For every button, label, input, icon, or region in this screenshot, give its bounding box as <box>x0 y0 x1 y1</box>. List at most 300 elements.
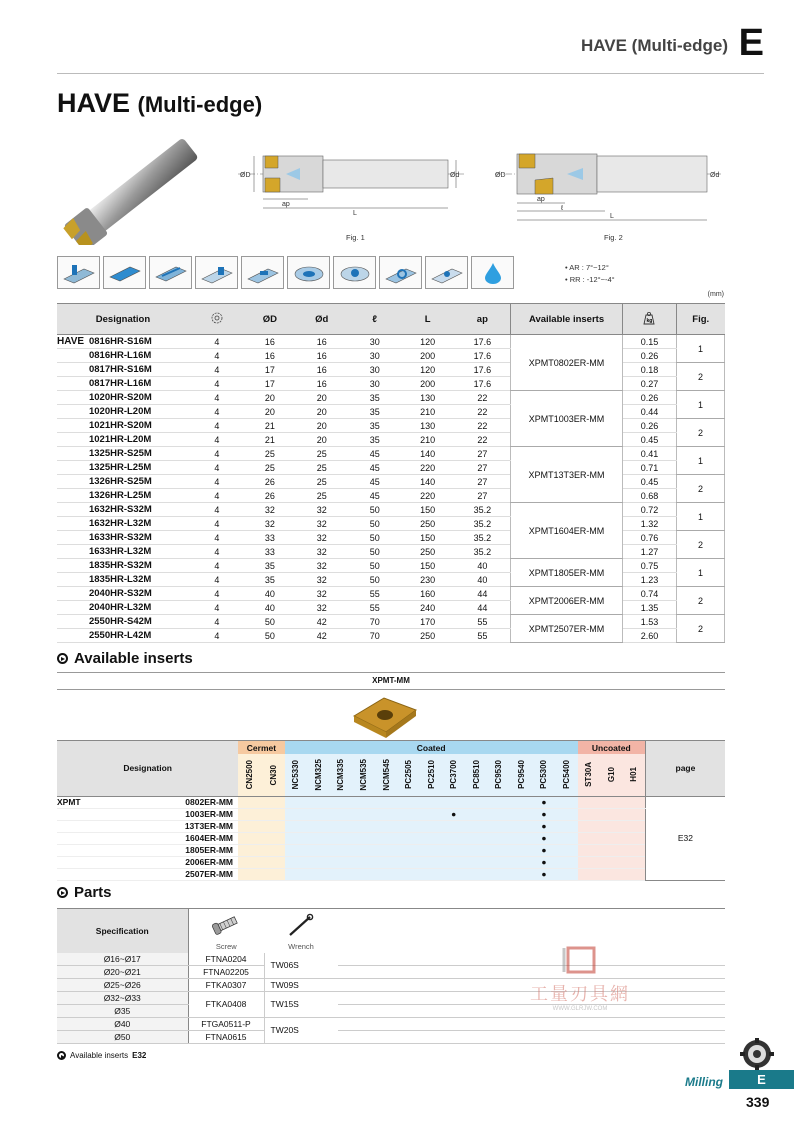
weight-icon <box>641 311 657 325</box>
fig-cell: 2 <box>676 475 724 503</box>
insert-code: 1805ER-MM <box>185 844 233 855</box>
grade-name: H01 <box>629 767 639 783</box>
od-big-cell: 35 <box>245 559 295 573</box>
grade-cell <box>510 868 533 880</box>
grade-cell <box>285 832 308 844</box>
od-small-cell: 25 <box>295 475 349 489</box>
grade-name: CN30 <box>268 764 278 785</box>
grade-cell <box>352 796 375 808</box>
available-insert-cell: XPMT0802ER-MM <box>511 335 623 391</box>
L-cell: 150 <box>401 559 455 573</box>
available-insert-cell: XPMT1003ER-MM <box>511 391 623 447</box>
grade-cell <box>238 820 261 832</box>
od-small-cell: 32 <box>295 545 349 559</box>
grade-header-cn2500 <box>238 754 261 796</box>
grade-cell <box>420 808 443 820</box>
grade-cell <box>330 796 353 808</box>
fig-cell: 1 <box>676 335 724 363</box>
fig-cell: 2 <box>676 419 724 447</box>
parts-row <box>57 1017 725 1030</box>
designation-cell: 1326HR-S25M <box>85 475 189 489</box>
weight-cell: 0.44 <box>623 405 677 419</box>
grade-available-mark: ● <box>533 820 556 832</box>
grade-cell <box>397 796 420 808</box>
grade-header-cn30 <box>261 754 284 796</box>
grade-name: PC9540 <box>516 760 526 790</box>
parts-screw-cell: FTNA0204 <box>188 953 264 966</box>
ap-cell: 27 <box>455 489 511 503</box>
od-small-cell: 32 <box>295 559 349 573</box>
available-insert-cell: XPMT2507ER-MM <box>511 615 623 643</box>
grade-cell <box>307 796 330 808</box>
insert-row <box>57 808 725 820</box>
grade-name: NCM545 <box>381 758 391 791</box>
table-row <box>57 475 725 489</box>
grade-cell <box>488 820 511 832</box>
ap-cell: 27 <box>455 447 511 461</box>
L-cell: 150 <box>401 531 455 545</box>
ap-cell: 35.2 <box>455 531 511 545</box>
weight-cell: 0.15 <box>623 335 677 349</box>
grade-cell <box>238 844 261 856</box>
fig2-L-label: L <box>610 213 614 220</box>
grade-cell <box>397 820 420 832</box>
od-small-cell: 32 <box>295 601 349 615</box>
grade-cell <box>238 832 261 844</box>
page-title-sub: (Multi-edge) <box>137 92 263 117</box>
parts-screw-cell: FTNA0615 <box>188 1030 264 1043</box>
designation-cell: 1633HR-L32M <box>85 545 189 559</box>
footnote-ref[interactable]: E32 <box>132 1051 147 1060</box>
insert-row <box>57 844 725 856</box>
l-cell: 30 <box>349 335 401 349</box>
grade-cell <box>600 856 623 868</box>
grade-available-mark: ● <box>533 844 556 856</box>
l-cell: 70 <box>349 615 401 629</box>
grade-cell <box>623 868 646 880</box>
fig-cell: 2 <box>676 531 724 559</box>
designation-cell: 1020HR-S20M <box>85 391 189 405</box>
grade-cell <box>375 844 398 856</box>
grade-cell <box>555 808 578 820</box>
ap-cell: 22 <box>455 391 511 405</box>
l-cell: 70 <box>349 629 401 643</box>
grade-cell <box>578 832 601 844</box>
grade-cell <box>261 808 284 820</box>
grade-cell <box>465 868 488 880</box>
contour-milling-icon <box>425 256 468 289</box>
grade-cell <box>442 856 465 868</box>
table-row <box>57 559 725 573</box>
family-cell <box>57 573 85 587</box>
l-cell: 50 <box>349 573 401 587</box>
grade-cell <box>375 856 398 868</box>
od-big-cell: 50 <box>245 629 295 643</box>
table-header-row <box>57 304 725 335</box>
table-row <box>57 419 725 433</box>
parts-spec-cell: Ø50 <box>57 1030 188 1043</box>
od-big-cell: 50 <box>245 615 295 629</box>
ap-cell: 22 <box>455 433 511 447</box>
family-cell <box>57 545 85 559</box>
col-available-inserts: Available inserts <box>511 304 623 335</box>
weight-cell: 0.45 <box>623 475 677 489</box>
od-small-cell: 16 <box>295 363 349 377</box>
fig2-od-label: ØD <box>495 172 506 179</box>
fig-cell: 2 <box>676 363 724 391</box>
table-row <box>57 405 725 419</box>
grade-cell <box>261 844 284 856</box>
od-small-cell: 32 <box>295 503 349 517</box>
od-small-cell: 25 <box>295 489 349 503</box>
grade-name: PC5400 <box>561 760 571 790</box>
grade-available-mark: ● <box>442 808 465 820</box>
ap-cell: 35.2 <box>455 545 511 559</box>
grade-cell <box>578 796 601 808</box>
L-cell: 250 <box>401 545 455 559</box>
grade-cell <box>285 856 308 868</box>
fig2-caption: Fig. 2 <box>604 233 623 242</box>
grade-cell <box>555 796 578 808</box>
grade-header-pc2505 <box>397 754 420 796</box>
table-row <box>57 335 725 349</box>
footnote-text: Available inserts <box>70 1051 129 1060</box>
insert-designation-cell <box>57 868 238 880</box>
grade-cell <box>578 844 601 856</box>
insert-col-page: page <box>645 741 725 797</box>
L-cell: 170 <box>401 615 455 629</box>
footnote-arrow-icon <box>57 1051 66 1060</box>
grade-cell <box>330 868 353 880</box>
parts-spec-cell: Ø40 <box>57 1017 188 1030</box>
l-cell: 30 <box>349 363 401 377</box>
od-big-cell: 20 <box>245 391 295 405</box>
od-big-cell: 16 <box>245 349 295 363</box>
fig-cell: 1 <box>676 559 724 587</box>
grade-cell <box>465 808 488 820</box>
footnote <box>57 1051 146 1060</box>
parts-spec-cell: Ø35 <box>57 1004 188 1017</box>
designation-cell: 2040HR-S32M <box>85 587 189 601</box>
table-row <box>57 601 725 615</box>
grade-name: PC2505 <box>404 760 414 790</box>
grade-name: PC2510 <box>426 760 436 790</box>
note-ar: • AR : 7°~12° <box>565 263 609 272</box>
weight-cell: 0.76 <box>623 531 677 545</box>
grade-cell <box>465 832 488 844</box>
od-big-cell: 17 <box>245 363 295 377</box>
od-big-cell: 25 <box>245 447 295 461</box>
grade-group-row <box>57 741 725 755</box>
l-cell: 35 <box>349 419 401 433</box>
circular-milling-icon <box>379 256 422 289</box>
col-ap: ap <box>455 304 511 335</box>
grade-cell <box>420 796 443 808</box>
watermark-logo-icon <box>560 945 600 975</box>
designation-cell: 1632HR-L32M <box>85 517 189 531</box>
designation-cell: 1325HR-S25M <box>85 447 189 461</box>
grade-cell <box>307 808 330 820</box>
parts-title: Parts <box>74 884 112 901</box>
ap-cell: 17.6 <box>455 335 511 349</box>
ap-cell: 55 <box>455 615 511 629</box>
footer-letter-tab: E <box>729 1070 794 1089</box>
od-small-cell: 32 <box>295 517 349 531</box>
grade-header-pc5300 <box>533 754 556 796</box>
available-insert-cell: XPMT13T3ER-MM <box>511 447 623 503</box>
insert-type-bar: XPMT-MM <box>57 672 725 690</box>
parts-spec-cell: Ø25~Ø26 <box>57 978 188 991</box>
available-inserts-heading <box>57 650 193 667</box>
col-l: ℓ <box>349 304 401 335</box>
family-cell <box>57 391 85 405</box>
grade-cell <box>307 820 330 832</box>
grade-header-g10 <box>600 754 623 796</box>
grade-cell <box>285 808 308 820</box>
od-big-cell: 33 <box>245 531 295 545</box>
ap-cell: 22 <box>455 405 511 419</box>
weight-cell: 0.41 <box>623 447 677 461</box>
od-big-cell: 40 <box>245 587 295 601</box>
weight-cell: 0.71 <box>623 461 677 475</box>
insert-designation-cell <box>57 832 238 844</box>
grade-cell <box>578 820 601 832</box>
od-small-cell: 16 <box>295 349 349 363</box>
grade-name: G10 <box>607 767 617 783</box>
group-uncoated: Uncoated <box>578 741 646 755</box>
ap-cell: 17.6 <box>455 349 511 363</box>
grade-available-mark: ● <box>533 808 556 820</box>
od-big-cell: 32 <box>245 517 295 531</box>
weight-cell: 0.68 <box>623 489 677 503</box>
section-letter: E <box>738 22 764 64</box>
shoulder-milling-icon <box>57 256 100 289</box>
insert-page-ref[interactable]: E32 <box>645 796 725 880</box>
table-row <box>57 349 725 363</box>
L-cell: 250 <box>401 517 455 531</box>
od-small-cell: 25 <box>295 461 349 475</box>
grade-cell <box>578 856 601 868</box>
od-small-cell: 20 <box>295 391 349 405</box>
grade-cell <box>555 820 578 832</box>
parts-wrench-cell: TW09S <box>264 978 338 991</box>
family-cell <box>57 363 85 377</box>
insert-family: XPMT <box>57 796 81 807</box>
available-inserts-title: Available inserts <box>74 650 193 667</box>
grade-cell <box>330 844 353 856</box>
grade-cell <box>352 832 375 844</box>
available-insert-cell: XPMT1604ER-MM <box>511 503 623 559</box>
insert-row <box>57 820 725 832</box>
ap-cell: 35.2 <box>455 517 511 531</box>
designation-cell: 1632HR-S32M <box>85 503 189 517</box>
ap-cell: 27 <box>455 475 511 489</box>
fig2-drawing <box>495 148 725 228</box>
family-cell <box>57 377 85 391</box>
grade-cell <box>261 820 284 832</box>
grade-header-ncm325 <box>307 754 330 796</box>
teeth-cell: 4 <box>189 433 245 447</box>
table-row <box>57 517 725 531</box>
weight-cell: 1.23 <box>623 573 677 587</box>
page-title <box>57 88 262 119</box>
ap-cell: 35.2 <box>455 503 511 517</box>
col-od-small: Ød <box>295 304 349 335</box>
designation-cell: 1021HR-L20M <box>85 433 189 447</box>
table-row <box>57 363 725 377</box>
grade-cell <box>285 868 308 880</box>
designation-cell: 1835HR-L32M <box>85 573 189 587</box>
grade-cell <box>330 808 353 820</box>
table-row <box>57 629 725 643</box>
l-cell: 50 <box>349 517 401 531</box>
l-cell: 50 <box>349 559 401 573</box>
teeth-cell: 4 <box>189 503 245 517</box>
insert-row <box>57 868 725 880</box>
col-fig: Fig. <box>676 304 724 335</box>
page-title-main: HAVE <box>57 88 131 118</box>
available-insert-cell: XPMT2006ER-MM <box>511 587 623 615</box>
angle-notes <box>565 262 615 286</box>
family-cell <box>57 447 85 461</box>
fig-cell: 2 <box>676 615 724 643</box>
fig2-d-label: Ød <box>710 172 720 179</box>
L-cell: 220 <box>401 461 455 475</box>
designation-cell: 1835HR-S32M <box>85 559 189 573</box>
fig-cell: 2 <box>676 587 724 615</box>
teeth-cell: 4 <box>189 531 245 545</box>
grade-header-pc9530 <box>488 754 511 796</box>
grade-cell <box>352 820 375 832</box>
grade-cell <box>623 856 646 868</box>
family-cell <box>57 503 85 517</box>
grade-name: PC9530 <box>494 760 504 790</box>
od-big-cell: 25 <box>245 461 295 475</box>
insert-code: 1604ER-MM <box>185 832 233 843</box>
od-big-cell: 21 <box>245 433 295 447</box>
grade-cell <box>623 832 646 844</box>
l-cell: 45 <box>349 447 401 461</box>
grade-cell <box>397 868 420 880</box>
grade-cell <box>442 832 465 844</box>
od-big-cell: 21 <box>245 419 295 433</box>
screw-icon <box>211 913 241 937</box>
coolant-icon <box>471 256 514 289</box>
od-big-cell: 26 <box>245 475 295 489</box>
family-cell: HAVE <box>57 335 85 347</box>
l-cell: 45 <box>349 475 401 489</box>
ap-cell: 27 <box>455 461 511 475</box>
L-cell: 120 <box>401 363 455 377</box>
od-big-cell: 40 <box>245 601 295 615</box>
L-cell: 210 <box>401 433 455 447</box>
grade-cell <box>420 856 443 868</box>
svg-text:kg: kg <box>646 317 653 324</box>
section-arrow-icon <box>57 653 68 664</box>
parts-screw-cell: FTKA0307 <box>188 978 264 991</box>
l-cell: 50 <box>349 545 401 559</box>
tool-photo <box>55 130 220 245</box>
parts-row <box>57 1030 725 1043</box>
grade-available-mark: ● <box>533 868 556 880</box>
designation-cell: 0816HR-S16M <box>85 335 189 349</box>
teeth-cell: 4 <box>189 559 245 573</box>
family-cell <box>57 559 85 573</box>
table-row <box>57 489 725 503</box>
parts-screw-cell: FTKA0408 <box>188 991 264 1017</box>
grade-cell <box>330 832 353 844</box>
col-weight <box>623 304 677 335</box>
od-big-cell: 35 <box>245 573 295 587</box>
grade-cell <box>465 796 488 808</box>
grade-cell <box>261 832 284 844</box>
family-cell <box>57 349 85 363</box>
available-insert-cell: XPMT1805ER-MM <box>511 559 623 587</box>
grade-cell <box>261 856 284 868</box>
watermark-url: WWW.GLRJW.COM <box>552 1006 608 1012</box>
od-small-cell: 42 <box>295 629 349 643</box>
grade-cell <box>238 856 261 868</box>
helical-milling-icon <box>333 256 376 289</box>
grade-cell <box>307 868 330 880</box>
L-cell: 130 <box>401 391 455 405</box>
parts-col-screw <box>188 909 264 953</box>
grade-cell <box>600 820 623 832</box>
L-cell: 120 <box>401 335 455 349</box>
grade-header-ncm535 <box>352 754 375 796</box>
parts-spec-cell: Ø16~Ø17 <box>57 953 188 966</box>
grade-cell <box>285 796 308 808</box>
grade-cell <box>623 796 646 808</box>
designation-cell: 2550HR-L42M <box>85 629 189 643</box>
grade-cell <box>397 832 420 844</box>
grade-cell <box>238 808 261 820</box>
grade-cell <box>600 808 623 820</box>
l-cell: 50 <box>349 531 401 545</box>
grade-header-pc3700 <box>442 754 465 796</box>
ap-cell: 40 <box>455 559 511 573</box>
l-cell: 55 <box>349 601 401 615</box>
L-cell: 150 <box>401 503 455 517</box>
L-cell: 230 <box>401 573 455 587</box>
teeth-cell: 4 <box>189 461 245 475</box>
footer-section: Milling <box>685 1075 723 1089</box>
table-row <box>57 587 725 601</box>
L-cell: 200 <box>401 377 455 391</box>
grade-cell <box>600 832 623 844</box>
table-row <box>57 461 725 475</box>
table-row <box>57 531 725 545</box>
teeth-cell: 4 <box>189 545 245 559</box>
teeth-cell: 4 <box>189 391 245 405</box>
grade-cell <box>307 844 330 856</box>
watermark-brand: 工量刃具網 <box>530 984 630 1005</box>
grade-cell <box>330 856 353 868</box>
teeth-cell: 4 <box>189 335 245 349</box>
L-cell: 200 <box>401 349 455 363</box>
ramping-icon <box>195 256 238 289</box>
family-cell <box>57 433 85 447</box>
table-row <box>57 447 725 461</box>
L-cell: 130 <box>401 419 455 433</box>
grade-cell <box>623 844 646 856</box>
unit-label: (mm) <box>707 291 724 298</box>
teeth-cell: 4 <box>189 349 245 363</box>
weight-cell: 0.26 <box>623 391 677 405</box>
grade-cell <box>510 844 533 856</box>
fig1-drawing <box>238 150 468 222</box>
group-cermet: Cermet <box>238 741 284 755</box>
